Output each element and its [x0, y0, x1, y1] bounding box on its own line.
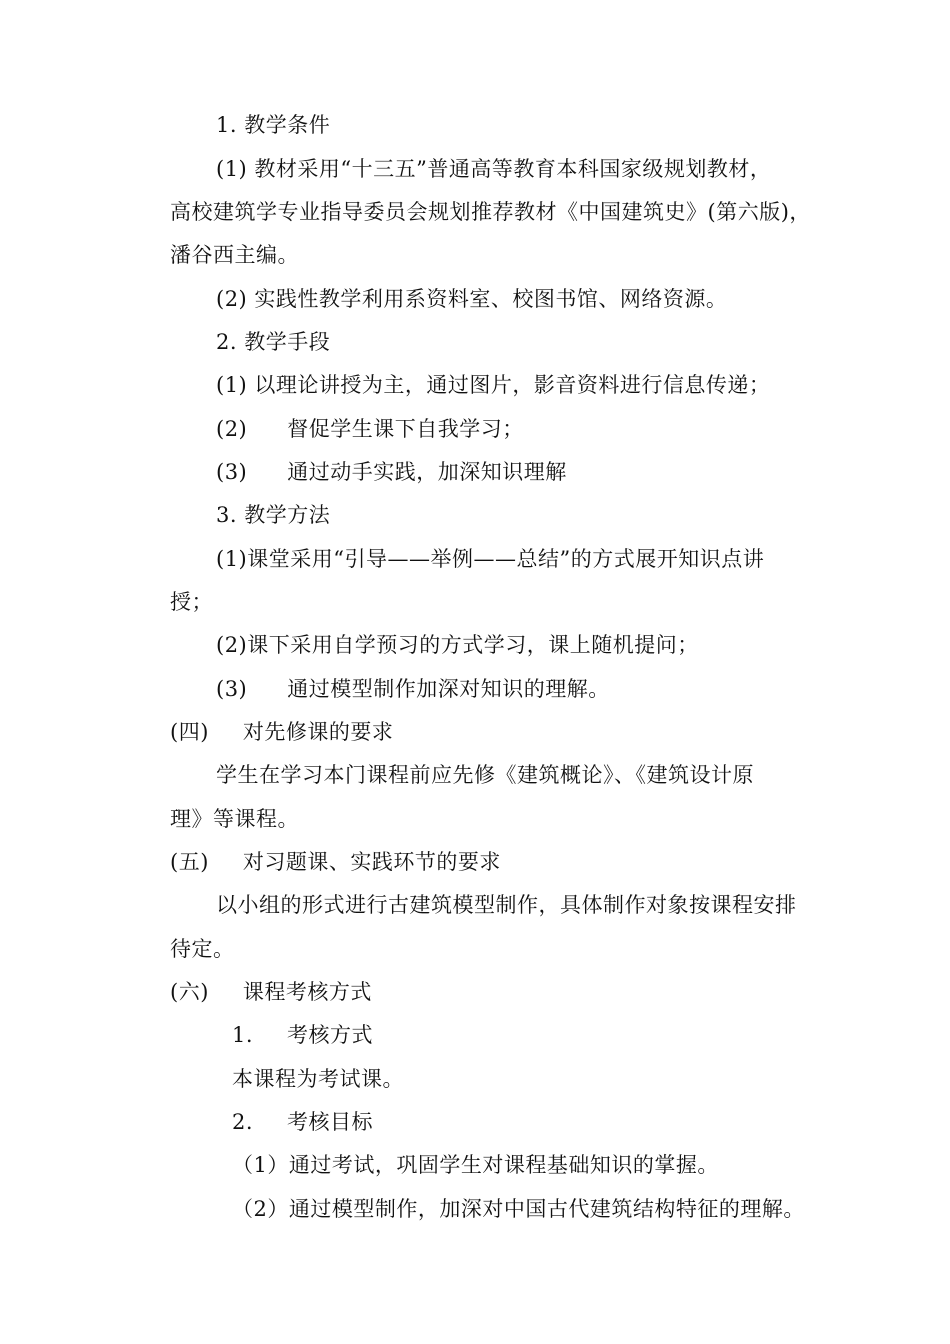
list-number: (3)	[216, 677, 248, 701]
section-heading-prerequisites	[170, 717, 393, 747]
paragraph-line: （1）通过考试，巩固学生对课程基础知识的掌握。	[232, 1153, 719, 1177]
list-item	[216, 457, 567, 487]
list-text: 考核目标	[287, 1110, 374, 1134]
paragraph-line: (1) 教材采用“十三五”普通高等教育本科国家级规划教材，	[216, 157, 772, 181]
list-text: 考核方式	[287, 1023, 374, 1047]
paragraph-line: 潘谷西主编。	[170, 243, 299, 267]
list-item	[216, 674, 610, 704]
section-title: 课程考核方式	[242, 980, 372, 1004]
list-item	[216, 414, 524, 444]
heading-teaching-means: 2. 教学手段	[216, 330, 331, 354]
subheading-assessment-method	[232, 1020, 373, 1050]
paragraph-line: （2）通过模型制作，加深对中国古代建筑结构特征的理解。	[232, 1197, 805, 1221]
section-number: (六)	[170, 980, 209, 1004]
paragraph-line: 本课程为考试课。	[232, 1067, 404, 1091]
paragraph-line: (2)课下采用自学预习的方式学习，课上随机提问；	[216, 633, 699, 657]
paragraph-line: 以小组的形式进行古建筑模型制作，具体制作对象按课程安排	[216, 893, 797, 917]
section-number: (五)	[170, 850, 209, 874]
paragraph-line: 待定。	[170, 937, 235, 961]
list-number: (2)	[216, 417, 248, 441]
paragraph-line: 学生在学习本门课程前应先修《建筑概论》、《建筑设计原	[216, 763, 754, 787]
paragraph-line: (1) 以理论讲授为主，通过图片，影音资料进行信息传递；	[216, 373, 771, 397]
paragraph-line: 理》等课程。	[170, 807, 299, 831]
list-number: 1.	[232, 1023, 254, 1047]
subheading-assessment-goals	[232, 1107, 373, 1137]
list-number: (3)	[216, 460, 248, 484]
paragraph-line: 高校建筑学专业指导委员会规划推荐教材《中国建筑史》(第六版)，	[170, 200, 811, 224]
list-number: 2.	[232, 1110, 254, 1134]
paragraph-line: (2) 实践性教学利用系资料室、校图书馆、网络资源。	[216, 287, 728, 311]
section-heading-assessment	[170, 977, 372, 1007]
section-heading-practice	[170, 847, 501, 877]
section-number: (四)	[170, 720, 209, 744]
section-title: 对先修课的要求	[242, 720, 394, 744]
list-text: 通过动手实践，加深知识理解	[287, 460, 567, 484]
list-text: 督促学生课下自我学习；	[287, 417, 524, 441]
section-title: 对习题课、实践环节的要求	[242, 850, 501, 874]
heading-teaching-methods: 3. 教学方法	[216, 503, 331, 527]
paragraph-line: (1)课堂采用“引导——举例——总结”的方式展开知识点讲	[216, 547, 765, 571]
paragraph-line: 授；	[170, 590, 213, 614]
list-text: 通过模型制作加深对知识的理解。	[287, 677, 610, 701]
heading-teaching-conditions: 1. 教学条件	[216, 113, 331, 137]
